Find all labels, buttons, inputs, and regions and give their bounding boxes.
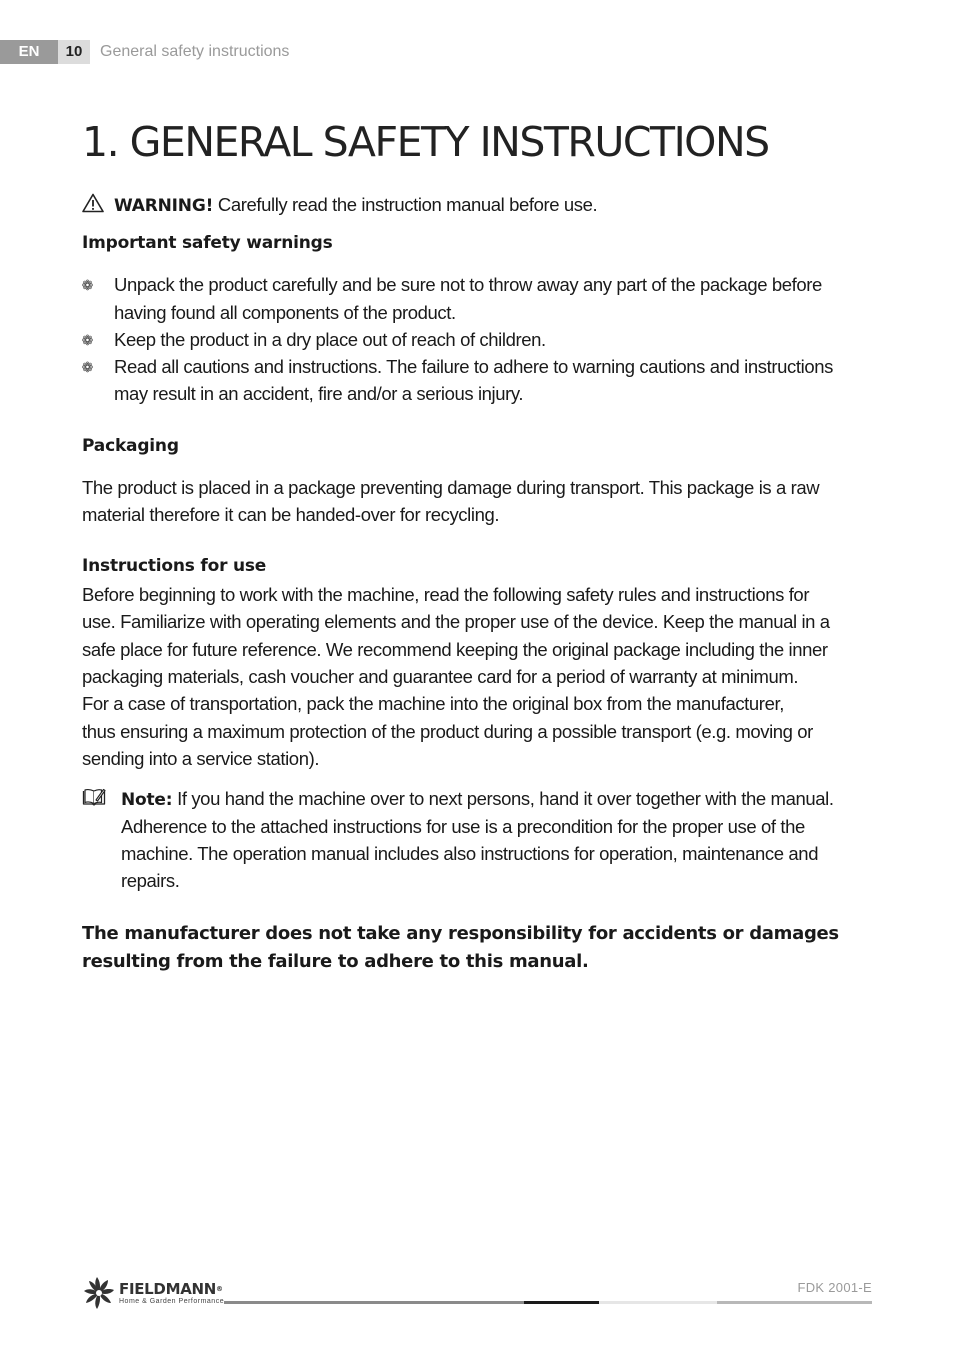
page-number: 10 bbox=[58, 40, 90, 64]
note-line-1 bbox=[121, 785, 834, 812]
note-line-2: Adherence to the attached instructions for use is a precondition for the proper use of the bbox=[121, 816, 805, 837]
note-line-3: machine. The operation manual includes also instructions for operation, maintenance and bbox=[121, 843, 819, 864]
bullet-icon: ❁ bbox=[81, 332, 94, 348]
page-header bbox=[0, 40, 289, 64]
bullet-icon: ❁ bbox=[81, 359, 94, 375]
warning-text: Carefully read the instruction manual before use. bbox=[213, 194, 598, 215]
disclaimer-line-1: The manufacturer does not take any responsibility for accidents or damages bbox=[82, 923, 839, 944]
footer-rule-dark bbox=[524, 1301, 599, 1304]
warning-item-2-line-1: Keep the product in a dry place out of reach of children. bbox=[114, 329, 546, 350]
brand-logo bbox=[82, 1276, 224, 1310]
bullet-icon: ❁ bbox=[81, 277, 94, 293]
instructions-line-3: safe place for future reference. We recommend keeping the original package including the inner bbox=[82, 639, 828, 660]
footer-rule-gray bbox=[224, 1301, 524, 1304]
packaging-line-2: material therefore it can be handed-over for recycling. bbox=[82, 504, 500, 525]
packaging-line-1: The product is placed in a package preventing damage during transport. This package is a raw bbox=[82, 477, 820, 498]
warning-line bbox=[114, 191, 597, 218]
footer-rule-light bbox=[599, 1301, 717, 1304]
instructions-line-6: thus ensuring a maximum protection of the product during a possible transport (e.g. moving or bbox=[82, 721, 813, 742]
important-warnings-heading: Important safety warnings bbox=[82, 233, 333, 253]
fan-logo-icon bbox=[82, 1276, 116, 1310]
brand-name: FIELDMANN bbox=[119, 1279, 217, 1298]
instructions-line-1: Before beginning to work with the machine, read the following safety rules and instructions for bbox=[82, 584, 810, 605]
instructions-line-5: For a case of transportation, pack the machine into the original box from the manufacturer, bbox=[82, 693, 784, 714]
instructions-line-4: packaging materials, cash voucher and guarantee card for a period of warranty at minimum. bbox=[82, 666, 799, 687]
warning-item-3-line-1: Read all cautions and instructions. The failure to adhere to warning cautions and instructions bbox=[114, 356, 833, 377]
footer-rule-mid bbox=[717, 1301, 872, 1304]
header-section-name: General safety instructions bbox=[100, 43, 290, 60]
note-book-icon bbox=[82, 788, 106, 806]
disclaimer-line-2: resulting from the failure to adhere to this manual. bbox=[82, 951, 589, 972]
warning-label: WARNING! bbox=[114, 196, 214, 216]
registered-mark: ® bbox=[216, 1284, 223, 1293]
brand-tagline: Home & Garden Performance bbox=[119, 1297, 225, 1305]
instructions-heading: Instructions for use bbox=[82, 556, 267, 576]
note-line-4: repairs. bbox=[121, 870, 180, 891]
instructions-line-7: sending into a service station). bbox=[82, 748, 320, 769]
instructions-line-2: use. Familiarize with operating elements and the proper use of the device. Keep the manual in a bbox=[82, 611, 830, 632]
warning-item-1-line-2: having found all components of the product. bbox=[114, 302, 456, 323]
warning-item-1-line-1: Unpack the product carefully and be sure not to throw away any part of the package before bbox=[114, 274, 822, 295]
language-badge: EN bbox=[0, 40, 58, 64]
note-label: Note: bbox=[121, 790, 173, 810]
page-title: 1. GENERAL SAFETY INSTRUCTIONS bbox=[82, 118, 769, 166]
packaging-heading: Packaging bbox=[82, 436, 179, 456]
model-number: FDK 2001-E bbox=[797, 1280, 872, 1295]
note-first-line: If you hand the machine over to next persons, hand it over together with the manual. bbox=[172, 788, 834, 809]
warning-triangle-icon bbox=[82, 193, 104, 213]
warning-item-3-line-2: may result in an accident, fire and/or a serious injury. bbox=[114, 383, 524, 404]
